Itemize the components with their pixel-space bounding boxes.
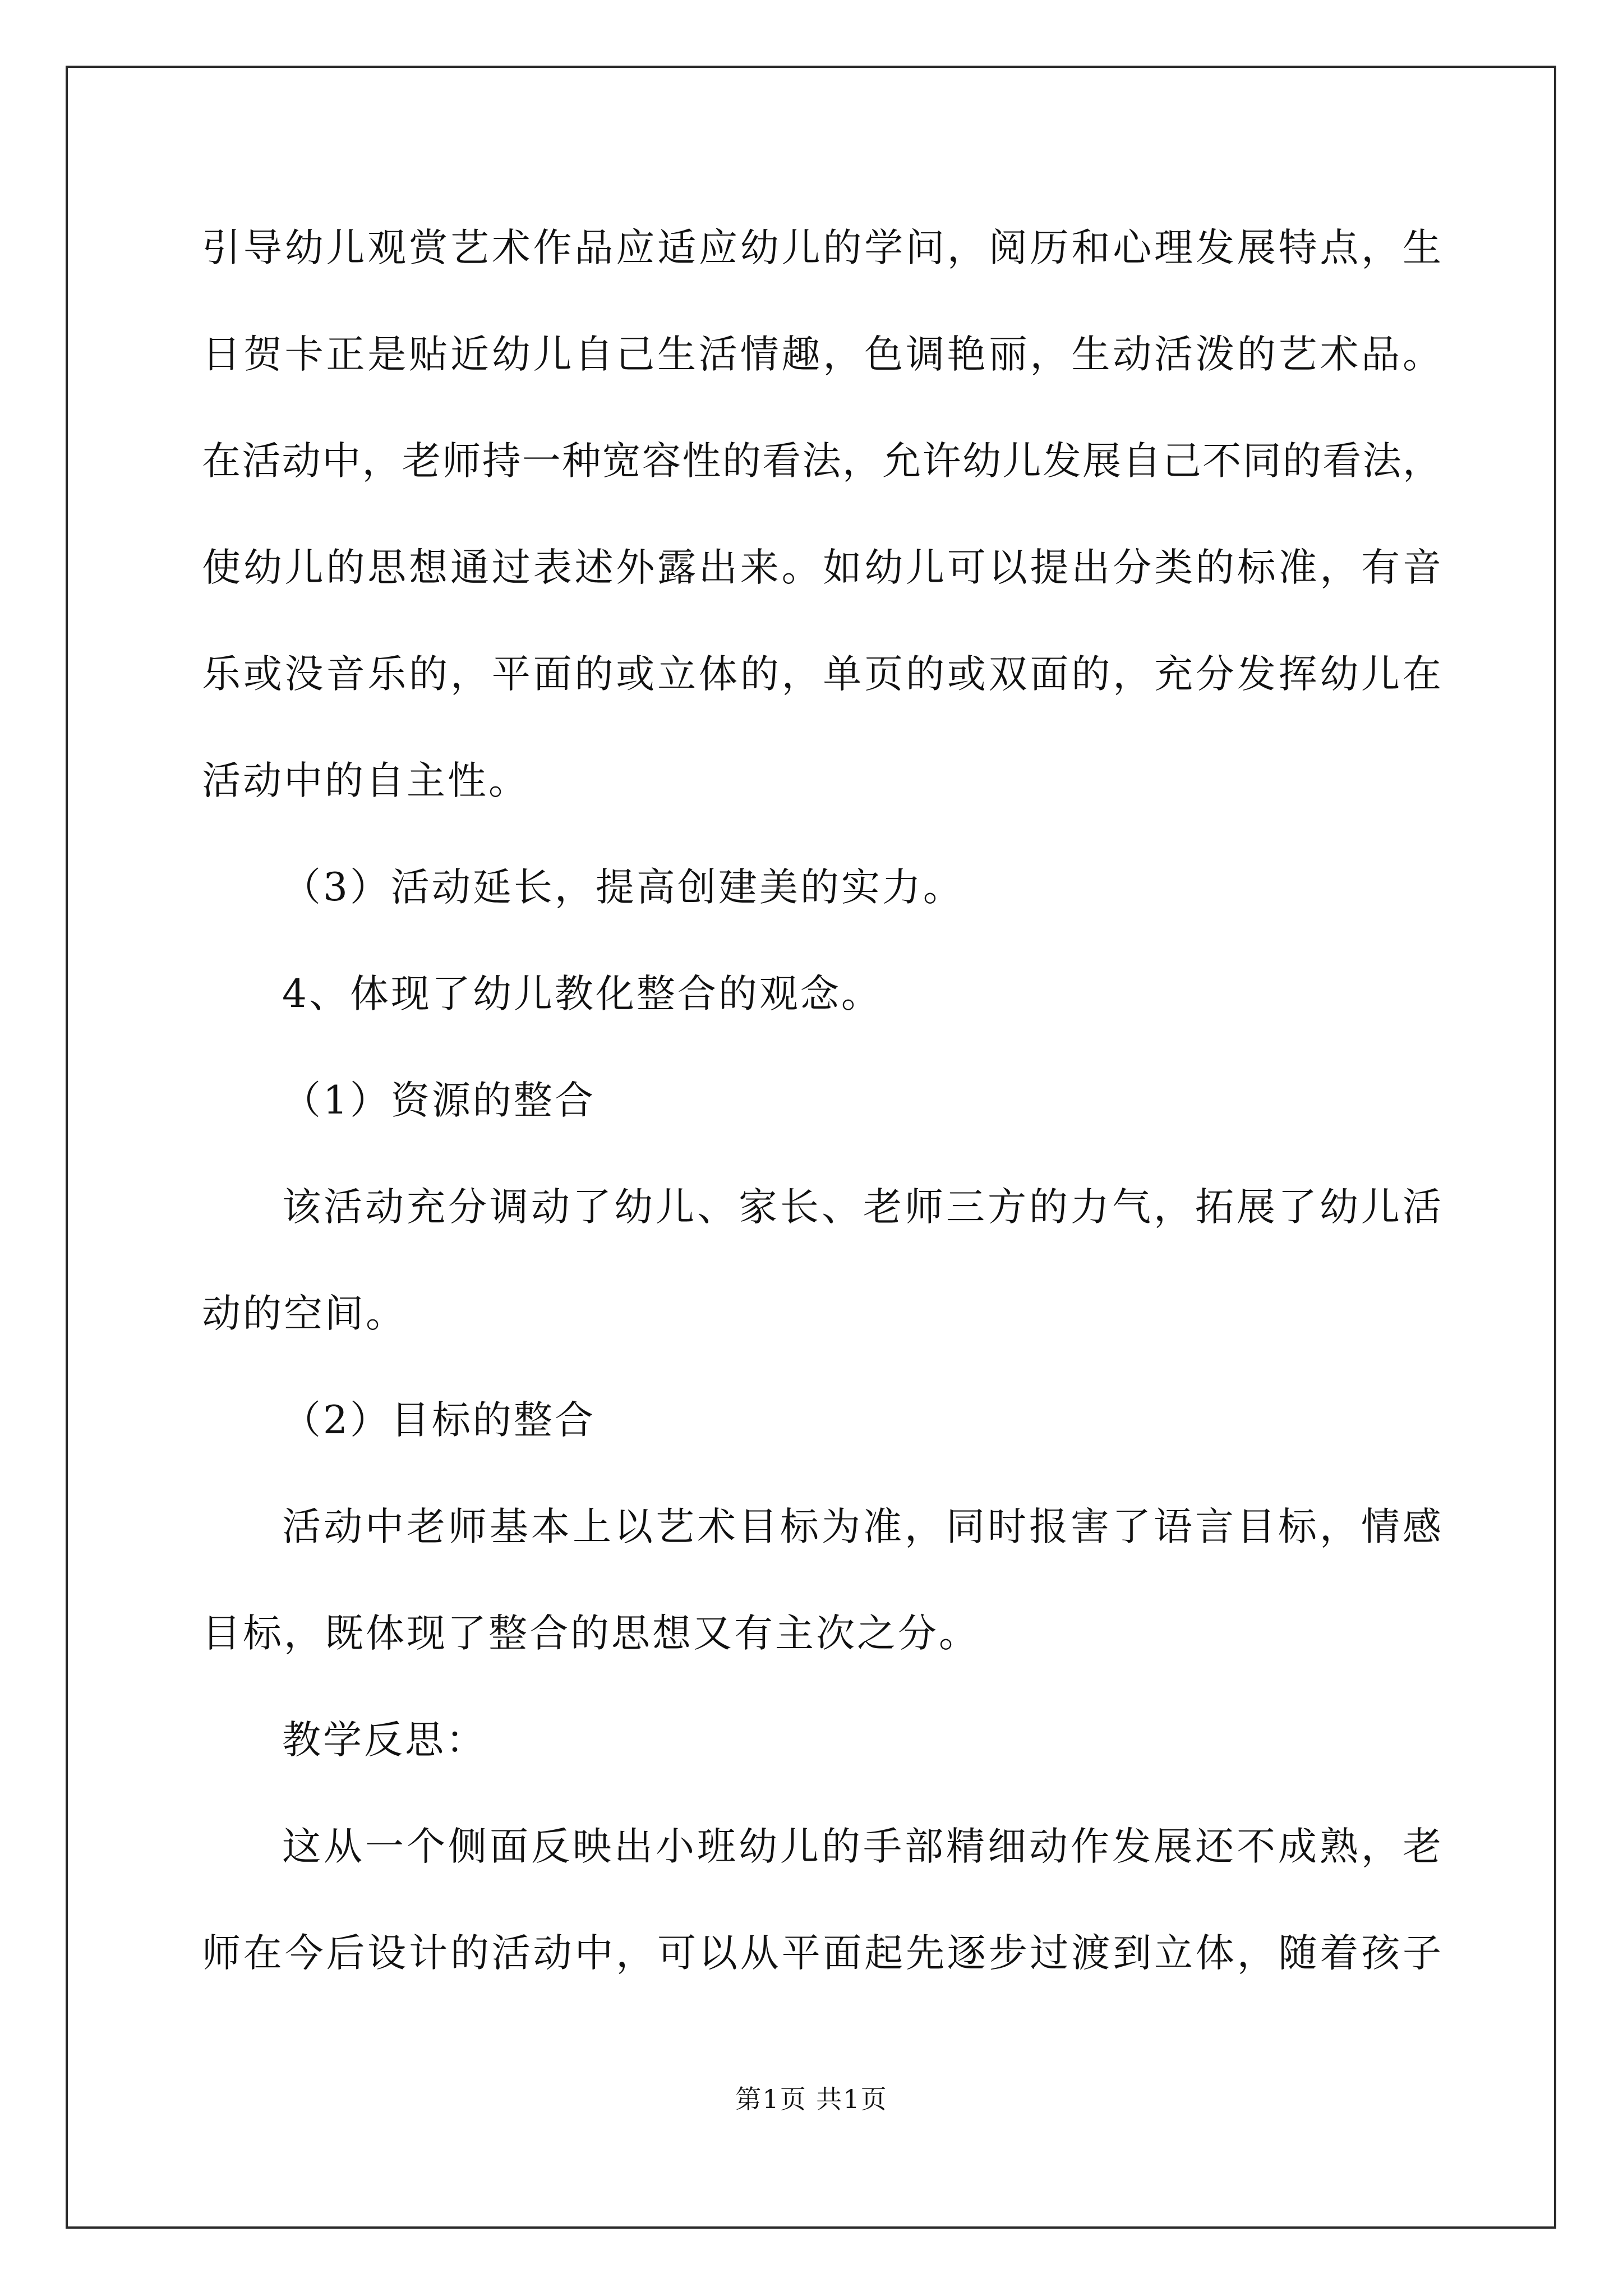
text-line-14: 目标，既体现了整合的思想又有主次之分。	[202, 1611, 980, 1656]
text-line-8: 4、体现了幼儿教化整合的观念。	[282, 972, 882, 1016]
page-border	[66, 66, 1556, 2229]
text-line-10: 该活动充分调动了幼儿、家长、老师三方的力气，拓展了幼儿活	[282, 1185, 1441, 1230]
text-line-16: 这从一个侧面反映出小班幼儿的手部精细动作发展还不成熟，老	[282, 1824, 1441, 1869]
text-line-3: 在活动中，老师持一种宽容性的看法，允许幼儿发展自己不同的看法，	[202, 439, 1441, 484]
text-line-11: 动的空间。	[202, 1291, 407, 1336]
text-line-7: （3）活动延长，提高创建美的实力。	[282, 865, 964, 910]
text-line-15: 教学反思：	[282, 1718, 487, 1763]
text-line-12: （2）目标的整合	[282, 1398, 596, 1443]
text-line-13: 活动中老师基本上以艺术目标为准，同时报害了语言目标，情感	[282, 1504, 1441, 1549]
text-line-2: 日贺卡正是贴近幼儿自己生活情趣，色调艳丽，生动活泼的艺术品。	[202, 332, 1441, 377]
text-line-1: 引导幼儿观赏艺术作品应适应幼儿的学问，阅历和心理发展特点，生	[202, 226, 1441, 270]
page-number-footer: 第1页 共1页	[735, 2084, 888, 2114]
text-line-4: 使幼儿的思想通过表述外露出来。如幼儿可以提出分类的标准，有音	[202, 545, 1441, 590]
text-line-9: （1）资源的整合	[282, 1078, 596, 1123]
text-line-6: 活动中的自主性。	[202, 758, 529, 803]
text-line-17: 师在今后设计的活动中，可以从平面起先逐步过渡到立体，随着孩子	[202, 1931, 1441, 1976]
text-line-5: 乐或没音乐的，平面的或立体的，单页的或双面的，充分发挥幼儿在	[202, 652, 1441, 697]
